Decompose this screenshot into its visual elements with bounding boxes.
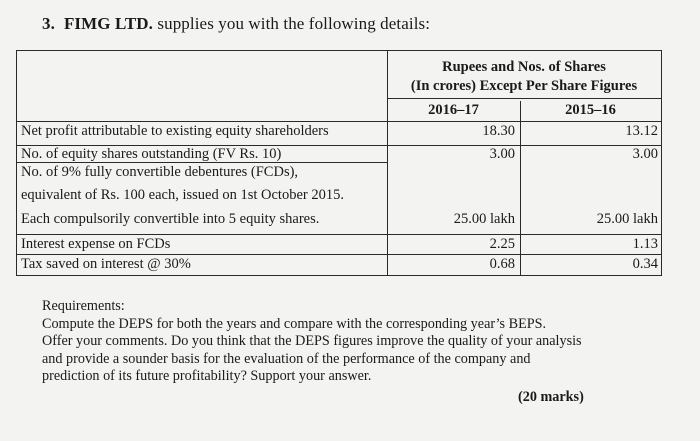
row-value-equity-shares-2015-16: 3.00	[632, 146, 658, 162]
row-value-fcds-2016-17: 25.00 lakh	[453, 211, 515, 227]
header-units-note: (In crores) Except Per Share Figures	[410, 78, 638, 94]
header-units: Rupees and Nos. of Shares	[442, 59, 606, 75]
requirements-line-4: prediction of its future profitability? Support your answer.	[42, 368, 372, 384]
row-label-fcds-line-3: Each compulsorily convertible into 5 equity shares.	[21, 211, 320, 227]
details-table	[16, 50, 662, 276]
row-label-fcds-line-2: equivalent of Rs. 100 each, issued on 1st October 2015.	[21, 187, 344, 203]
company-name: FIMG LTD.	[63, 14, 154, 33]
marks-label: (20 marks)	[518, 389, 584, 405]
row-label-equity-shares: No. of equity shares outstanding (FV Rs. 10)	[21, 146, 282, 162]
requirements-line-3: and provide a sounder basis for the evaluation of the performance of the company and	[42, 350, 531, 367]
row-label-interest-expense: Interest expense on FCDs	[21, 236, 171, 252]
row-value-fcds-2015-16: 25.00 lakh	[596, 211, 658, 227]
row-value-tax-saved-2015-16: 0.34	[632, 256, 658, 272]
header-divider	[387, 98, 661, 99]
row-label-tax-saved: Tax saved on interest @ 30%	[21, 256, 191, 272]
row-label-net-profit: Net profit attributable to existing equity shareholders	[21, 123, 329, 139]
row-value-equity-shares-2016-17: 3.00	[489, 146, 515, 162]
question-intro: supplies you with the following details:	[157, 14, 431, 33]
row-divider-1	[17, 121, 661, 122]
row-value-net-profit-2015-16: 13.12	[625, 123, 658, 139]
row-value-interest-expense-2015-16: 1.13	[632, 236, 658, 252]
header-year-2016-17: 2016–17	[428, 102, 479, 118]
requirements-line-1: Compute the DEPS for both the years and compare with the corresponding year’s BEPS.	[42, 315, 547, 332]
requirements-line-2: Offer your comments. Do you think that the DEPS figures improve the quality of your analysis	[42, 333, 582, 349]
requirements-title: Requirements:	[42, 298, 125, 314]
row-divider-4	[17, 234, 661, 235]
row-value-tax-saved-2016-17: 0.68	[489, 256, 515, 272]
row-divider-5	[17, 254, 661, 255]
question-number: 3.	[42, 14, 55, 33]
header-year-2015-16: 2015–16	[565, 102, 616, 118]
row-value-interest-expense-2016-17: 2.25	[489, 236, 515, 252]
question-heading	[42, 14, 430, 34]
row-value-net-profit-2016-17: 18.30	[482, 123, 515, 139]
requirements-block	[42, 298, 652, 386]
row-label-fcds-line-1: No. of 9% fully convertible debentures (FCDs),	[21, 164, 299, 180]
